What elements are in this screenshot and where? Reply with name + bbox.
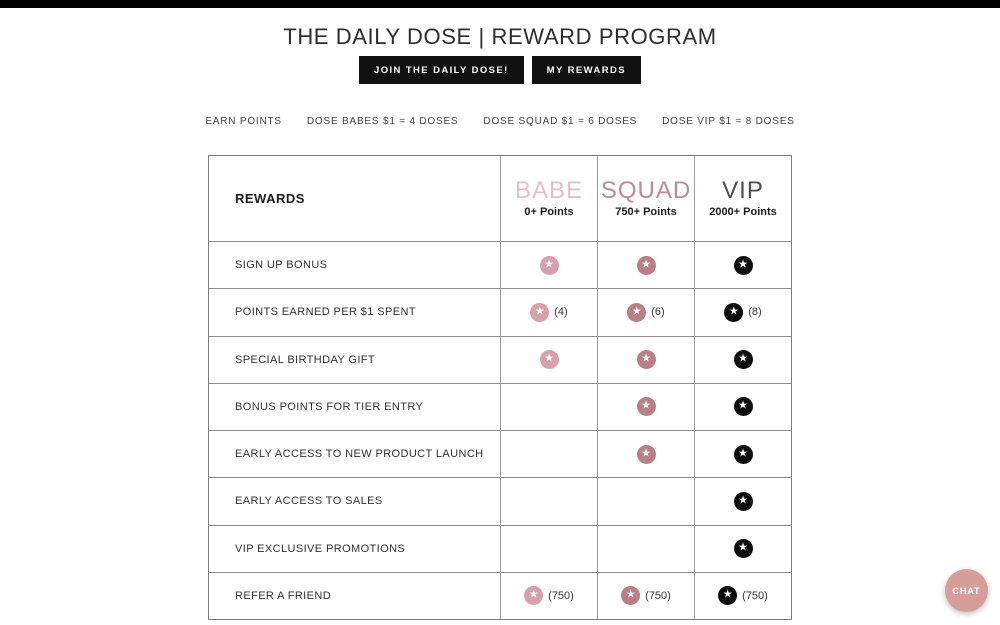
vip-star-badge (718, 586, 737, 605)
reward-label: SIGN UP BONUS (235, 259, 328, 272)
tier-points-babe: 0+ Points (524, 206, 574, 218)
star-icon: ★ (528, 588, 539, 601)
star-icon: ★ (738, 399, 748, 412)
reward-label: POINTS EARNED PER $1 SPENT (235, 306, 416, 319)
vip-star-badge (734, 256, 753, 275)
earn-points-info (0, 116, 1000, 127)
star-icon: ★ (722, 588, 733, 601)
reward-row-label (209, 288, 501, 335)
reward-cell-squad (598, 288, 695, 335)
reward-row-label (209, 477, 501, 524)
reward-cell-vip (695, 383, 791, 430)
reward-cell-babe (501, 477, 598, 524)
reward-cell-squad (598, 525, 695, 572)
squad-star-badge (637, 256, 656, 275)
vip-star-badge (734, 397, 753, 416)
reward-row-label (209, 430, 501, 477)
star-icon: ★ (738, 258, 748, 271)
reward-cell-babe (501, 572, 598, 619)
squad-star-badge (637, 397, 656, 416)
reward-label: REFER A FRIEND (235, 589, 332, 602)
chat-button[interactable]: CHAT (945, 569, 988, 612)
points-value: (4) (554, 306, 568, 319)
tier-points-vip: 2000+ Points (709, 206, 777, 218)
reward-label: EARLY ACCESS TO SALES (235, 495, 383, 508)
reward-cell-squad (598, 383, 695, 430)
squad-star-badge (637, 445, 656, 464)
reward-label: EARLY ACCESS TO NEW PRODUCT LAUNCH (235, 448, 484, 461)
page-title: THE DAILY DOSE | REWARD PROGRAM (283, 24, 717, 49)
points-value: (750) (645, 589, 671, 602)
star-icon: ★ (738, 447, 748, 460)
reward-cell-squad (598, 430, 695, 477)
reward-label: BONUS POINTS FOR TIER ENTRY (235, 400, 424, 413)
tier-header-babe (501, 156, 598, 241)
button-row (0, 56, 1000, 84)
tier-header-squad (598, 156, 695, 241)
reward-cell-vip (695, 288, 791, 335)
star-icon: ★ (544, 258, 554, 271)
reward-cell-vip (695, 572, 791, 619)
reward-cell-babe (501, 383, 598, 430)
points-value: (6) (651, 306, 665, 319)
squad-star-badge (637, 350, 656, 369)
vip-star-badge (724, 303, 743, 322)
info-earn-points: EARN POINTS (205, 116, 282, 127)
reward-cell-babe (501, 241, 598, 288)
reward-cell-babe (501, 288, 598, 335)
top-bar (0, 0, 1000, 8)
reward-cell-vip (695, 430, 791, 477)
babe-star-badge (540, 350, 559, 369)
star-icon: ★ (625, 588, 636, 601)
tier-name-squad: SQUAD (600, 177, 692, 204)
squad-star-badge (627, 303, 646, 322)
vip-star-badge (734, 350, 753, 369)
reward-row-label (209, 572, 501, 619)
babe-star-badge (540, 256, 559, 275)
points-value: (750) (742, 589, 768, 602)
star-icon: ★ (641, 258, 651, 271)
tier-name-babe: BABE (514, 177, 584, 204)
reward-cell-vip (695, 477, 791, 524)
star-icon: ★ (641, 399, 651, 412)
reward-label: SPECIAL BIRTHDAY GIFT (235, 353, 376, 366)
points-value: (8) (748, 306, 762, 319)
star-icon: ★ (641, 352, 651, 365)
star-icon: ★ (728, 305, 739, 318)
babe-star-badge (530, 303, 549, 322)
babe-star-badge (524, 586, 543, 605)
rewards-table (208, 155, 792, 620)
star-icon: ★ (738, 352, 748, 365)
reward-cell-squad (598, 477, 695, 524)
join-daily-dose-button[interactable]: JOIN THE DAILY DOSE! (359, 56, 524, 84)
reward-row-label (209, 525, 501, 572)
reward-cell-babe (501, 430, 598, 477)
tier-points-squad: 750+ Points (615, 206, 677, 218)
vip-star-badge (734, 492, 753, 511)
tier-name-vip: VIP (722, 177, 764, 204)
reward-row-label (209, 336, 501, 383)
star-icon: ★ (534, 305, 545, 318)
reward-cell-babe (501, 525, 598, 572)
my-rewards-button[interactable]: MY REWARDS (532, 56, 641, 84)
reward-cell-squad (598, 241, 695, 288)
rewards-header-cell (209, 156, 501, 241)
info-dose-babes: DOSE BABES $1 = 4 DOSES (306, 116, 459, 127)
star-icon: ★ (544, 352, 554, 365)
tier-header-vip (695, 156, 791, 241)
info-dose-vip: DOSE VIP $1 = 8 DOSES (662, 116, 795, 127)
reward-cell-vip (695, 525, 791, 572)
squad-star-badge (621, 586, 640, 605)
reward-cell-squad (598, 336, 695, 383)
vip-star-badge (734, 445, 753, 464)
reward-cell-vip (695, 336, 791, 383)
reward-label: VIP EXCLUSIVE PROMOTIONS (235, 542, 406, 555)
star-icon: ★ (641, 447, 651, 460)
star-icon: ★ (738, 541, 748, 554)
points-value: (750) (548, 589, 574, 602)
reward-cell-vip (695, 241, 791, 288)
star-icon: ★ (738, 494, 748, 507)
rewards-header-label: REWARDS (235, 191, 305, 206)
reward-row-label (209, 383, 501, 430)
reward-row-label (209, 241, 501, 288)
star-icon: ★ (631, 305, 642, 318)
vip-star-badge (734, 539, 753, 558)
reward-cell-squad (598, 572, 695, 619)
info-dose-squad: DOSE SQUAD $1 = 6 DOSES (483, 116, 638, 127)
reward-cell-babe (501, 336, 598, 383)
